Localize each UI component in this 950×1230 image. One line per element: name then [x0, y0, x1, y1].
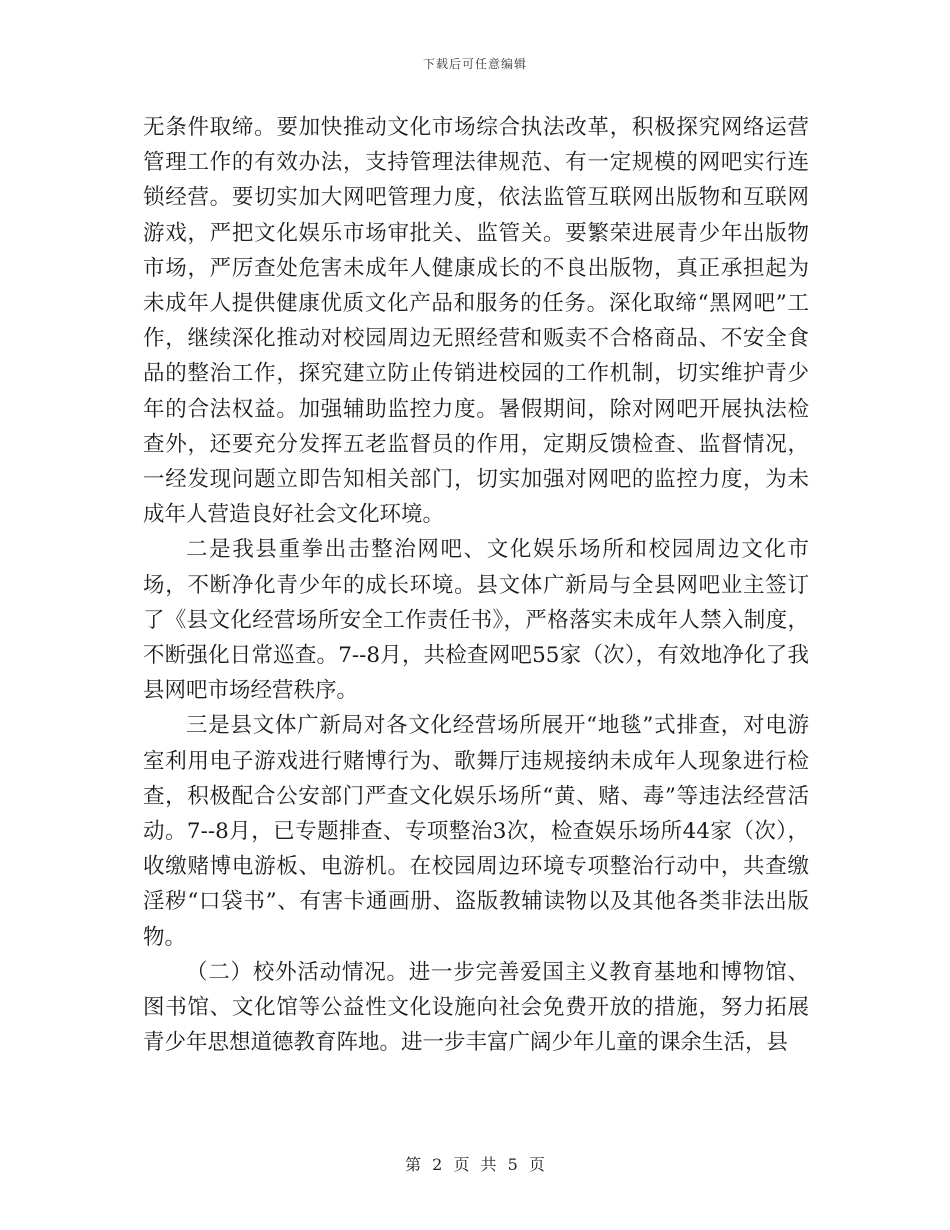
page-footer-number: 第 2 页 共 5 页 [405, 1155, 545, 1174]
paragraph-2: 二是我县重拳出击整治网吧、文化娱乐场所和校园周边文化市场，不断净化青少年的成长环境。县文体广新局与全县网吧业主签订了《县文化经营场所安全工作责任书》，严格落实未成年人禁入制度，不断强化日常巡查。7--8月，共检查网吧55家（次），有效地净化了我县网吧市场经营秩序。 [143, 537, 809, 704]
paragraph-4: （二）校外活动情况。进一步完善爱国主义教育基地和博物馆、图书馆、文化馆等公益性文化设施向社会免费开放的措施，努力拓展青少年思想道德教育阵地。进一步丰富广阔少年儿童的课余生活，县 [143, 959, 809, 1056]
paragraph-3: 三是县文体广新局对各文化经营场所展开“地毯”式排查，对电游室利用电子游戏进行赌博行为、歌舞厅违规接纳未成年人现象进行检查，积极配合公安部门严查文化娱乐场所“黄、赌、毒”等违法经营活动。7--8月，已专题排查、专项整治3次，检查娱乐场所44家（次），收缴赌博电游板、电游机。在校园周边环境专项整治行动中，共查缴淫秽“口袋书”、有害卡通画册、盗版教辅读物以及其他各类非法出版物。 [143, 713, 809, 950]
page-header-note: 下载后可任意编辑 [422, 57, 527, 71]
document-body [143, 110, 809, 1060]
paragraph-1: 无条件取缔。要加快推动文化市场综合执法改革，积极探究网络运营管理工作的有效办法，支持管理法律规范、有一定规模的网吧实行连锁经营。要切实加大网吧管理力度，依法监管互联网出版物和互联网游戏，严把文化娱乐市场审批关、监管关。要繁荣进展青少年出版物市场，严厉查处危害未成年人健康成长的不良出版物，真正承担起为未成年人提供健康优质文化产品和服务的任务。深化取缔“黑网吧”工作，继续深化推动对校园周边无照经营和贩卖不合格商品、不安全食品的整治工作，探究建立防止传销进校园的工作机制，切实维护青少年的合法权益。加强辅助监控力度。暑假期间，除对网吧开展执法检查外，还要充分发挥五老监督员的作用，定期反馈检查、监督情况，一经发现问题立即告知相关部门，切实加强对网吧的监控力度，为未成年人营造良好社会文化环境。 [143, 115, 809, 528]
